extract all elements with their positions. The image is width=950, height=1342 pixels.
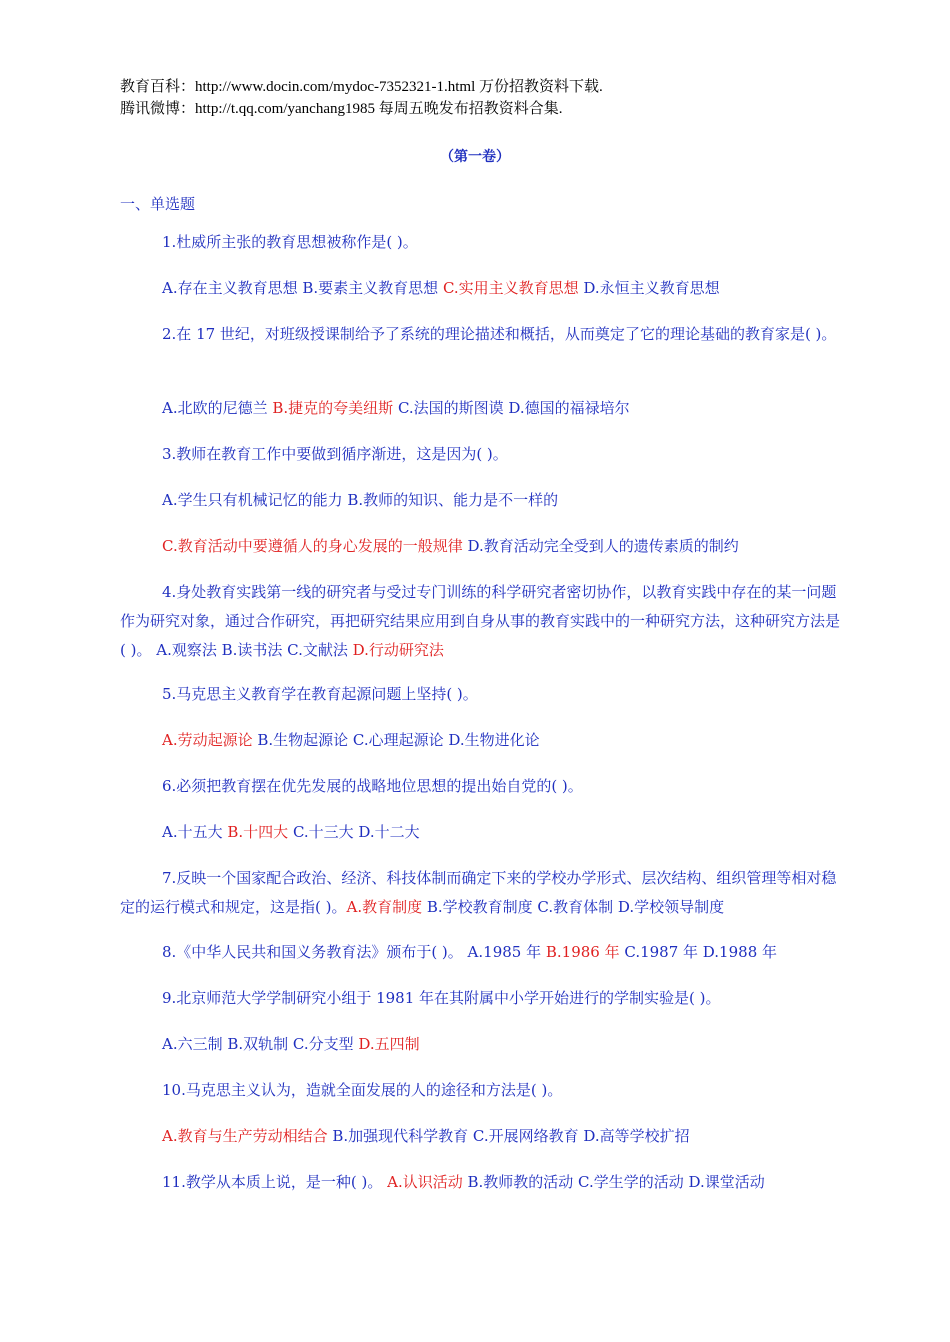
header-line-1: 教育百科：http://www.docin.com/mydoc-7352321-1.html 万份招教资料下载. — [120, 79, 603, 95]
answer-option: C.实用主义教育思想 — [442, 279, 579, 297]
answer-option: B.1986 年 — [545, 943, 620, 961]
option: A.六三制 B.双轨制 C.分支型 — [162, 1035, 359, 1053]
answer-option: A.教育制度 — [346, 898, 423, 916]
question-options — [162, 726, 842, 755]
header-line-2: 腾讯微博：http://t.qq.com/yanchang1985 每周五晚发布招教资料合集. — [120, 101, 563, 117]
answer-option: B.十四大 — [227, 823, 289, 841]
question-stem: 7.反映一个国家配合政治、经济、科技体制而确定下来的学校办学形式、层次结构、组织管理等相对稳定的运行模式和规定，这是指( )。A.教育制度 B.学校教育制度 C.教育体制 D.学校领导制度 — [120, 869, 837, 916]
option: C.十三大 D.十二大 — [288, 823, 420, 841]
answer-option: C.教育活动中要遵循人的身心发展的一般规律 — [162, 537, 463, 555]
volume-title: （第一卷） — [440, 149, 510, 165]
option: C.法国的斯图谟 D.德国的福禄培尔 — [393, 399, 630, 417]
question-options — [162, 532, 842, 561]
option: B.生物起源论 C.心理起源论 D.生物进化论 — [252, 731, 540, 749]
question-options — [162, 818, 842, 847]
section-heading: 一、单选题 — [120, 195, 196, 213]
page-header — [120, 76, 603, 120]
question-stem: 8.《中华人民共和国义务教育法》颁布于( )。 A.1985 年 B.1986 年 C.1987 年 D.1988 年 — [162, 943, 777, 961]
option: D.永恒主义教育思想 — [578, 279, 720, 297]
answer-option: A.认识活动 — [387, 1173, 463, 1191]
answer-option: D.行动研究法 — [352, 641, 444, 659]
question-stem: 10.马克思主义认为，造就全面发展的人的途径和方法是( )。 — [162, 1081, 563, 1099]
question-stem: 4.身处教育实践第一线的研究者与受过专门训练的科学研究者密切协作，以教育实践中存在的某一问题作为研究对象，通过合作研究，再把研究结果应用到自身从事的教育实践中的一种研究方法，这种研究方法是( )。 A.观察法 B.读书法 C.文献法 D.行动研究法 — [120, 583, 841, 659]
answer-option: A.劳动起源论 — [162, 731, 253, 749]
question-stem: 3.教师在教育工作中要做到循序渐进，这是因为( )。 — [162, 445, 508, 463]
option: A.存在主义教育思想 — [162, 279, 303, 297]
question-stem: 1.杜威所主张的教育思想被称作是( )。 — [162, 233, 418, 251]
question-options — [162, 274, 842, 303]
question-stem: 5.马克思主义教育学在教育起源问题上坚持( )。 — [162, 685, 478, 703]
question-options — [162, 1122, 842, 1151]
question-options — [162, 1030, 842, 1059]
question-options: A.学生只有机械记忆的能力 B.教师的知识、能力是不一样的 — [162, 491, 559, 509]
option: A.北欧的尼德兰 — [162, 399, 273, 417]
question-stem: 2.在 17 世纪，对班级授课制给予了系统的理论描述和概括，从而奠定了它的理论基础的教育家是( )。 — [162, 325, 837, 343]
option: B.加强现代科学教育 C.开展网络教育 D.高等学校扩招 — [327, 1127, 690, 1145]
answer-option: D.五四制 — [358, 1035, 420, 1053]
answer-option: B.捷克的夸美纽斯 — [272, 399, 394, 417]
question-stem: 9.北京师范大学学制研究小组于 1981 年在其附属中小学开始进行的学制实验是( )。 — [162, 989, 721, 1007]
option: D.教育活动完全受到人的遗传素质的制约 — [462, 537, 739, 555]
answer-option: A.教育与生产劳动相结合 — [162, 1127, 328, 1145]
question-options — [162, 394, 842, 423]
option: A.十五大 — [162, 823, 228, 841]
option: B.要素主义教育思想 — [302, 279, 443, 297]
question-stem: 6.必须把教育摆在优先发展的战略地位思想的提出始自党的( )。 — [162, 777, 583, 795]
question-stem: 11.教学从本质上说，是一种( )。 A.认识活动 B.教师教的活动 C.学生学的活动 D.课堂活动 — [162, 1173, 765, 1191]
